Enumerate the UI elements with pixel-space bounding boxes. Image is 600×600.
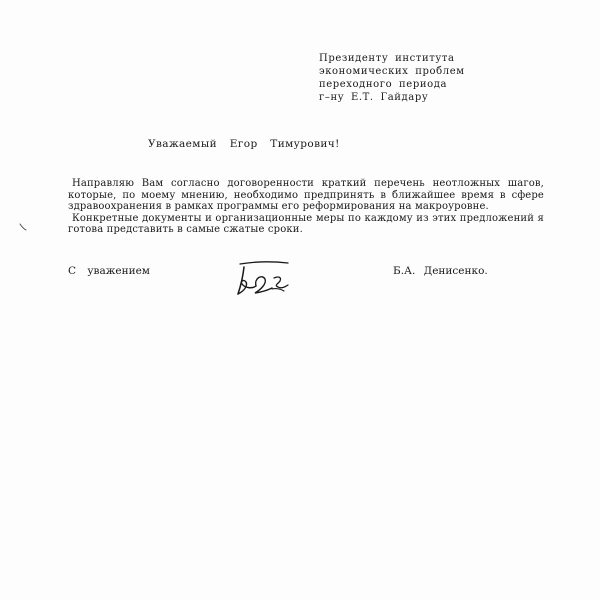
sender-name: Б.А. Денисенко. [393, 265, 488, 277]
handwritten-signature [232, 258, 294, 300]
body-paragraph: Направляю Вам согласно договоренности краткий перечень неотложных шагов, которые, по моему мнению, необходимо предпринять в ближайшее время в сфере здравоохранения в рамках программы его реформирования на макроуровне. [68, 178, 544, 213]
body-paragraph: Конкретные документы и организационные меры по каждому из этих предложений я готова представить в самые сжатые сроки. [68, 212, 544, 236]
addressee-line: г–ну Е.Т. Гайдару [319, 92, 429, 103]
closing-greeting: С уважением [68, 265, 150, 277]
addressee-line: переходного периода [319, 79, 448, 90]
addressee-line: Президенту института [319, 53, 455, 64]
salutation: Уважаемый Егор Тимурович! [148, 138, 340, 150]
scan-margin-mark [18, 222, 28, 232]
addressee-line: экономических проблем [319, 66, 465, 77]
letter-body [68, 178, 544, 236]
addressee-block [319, 52, 519, 104]
